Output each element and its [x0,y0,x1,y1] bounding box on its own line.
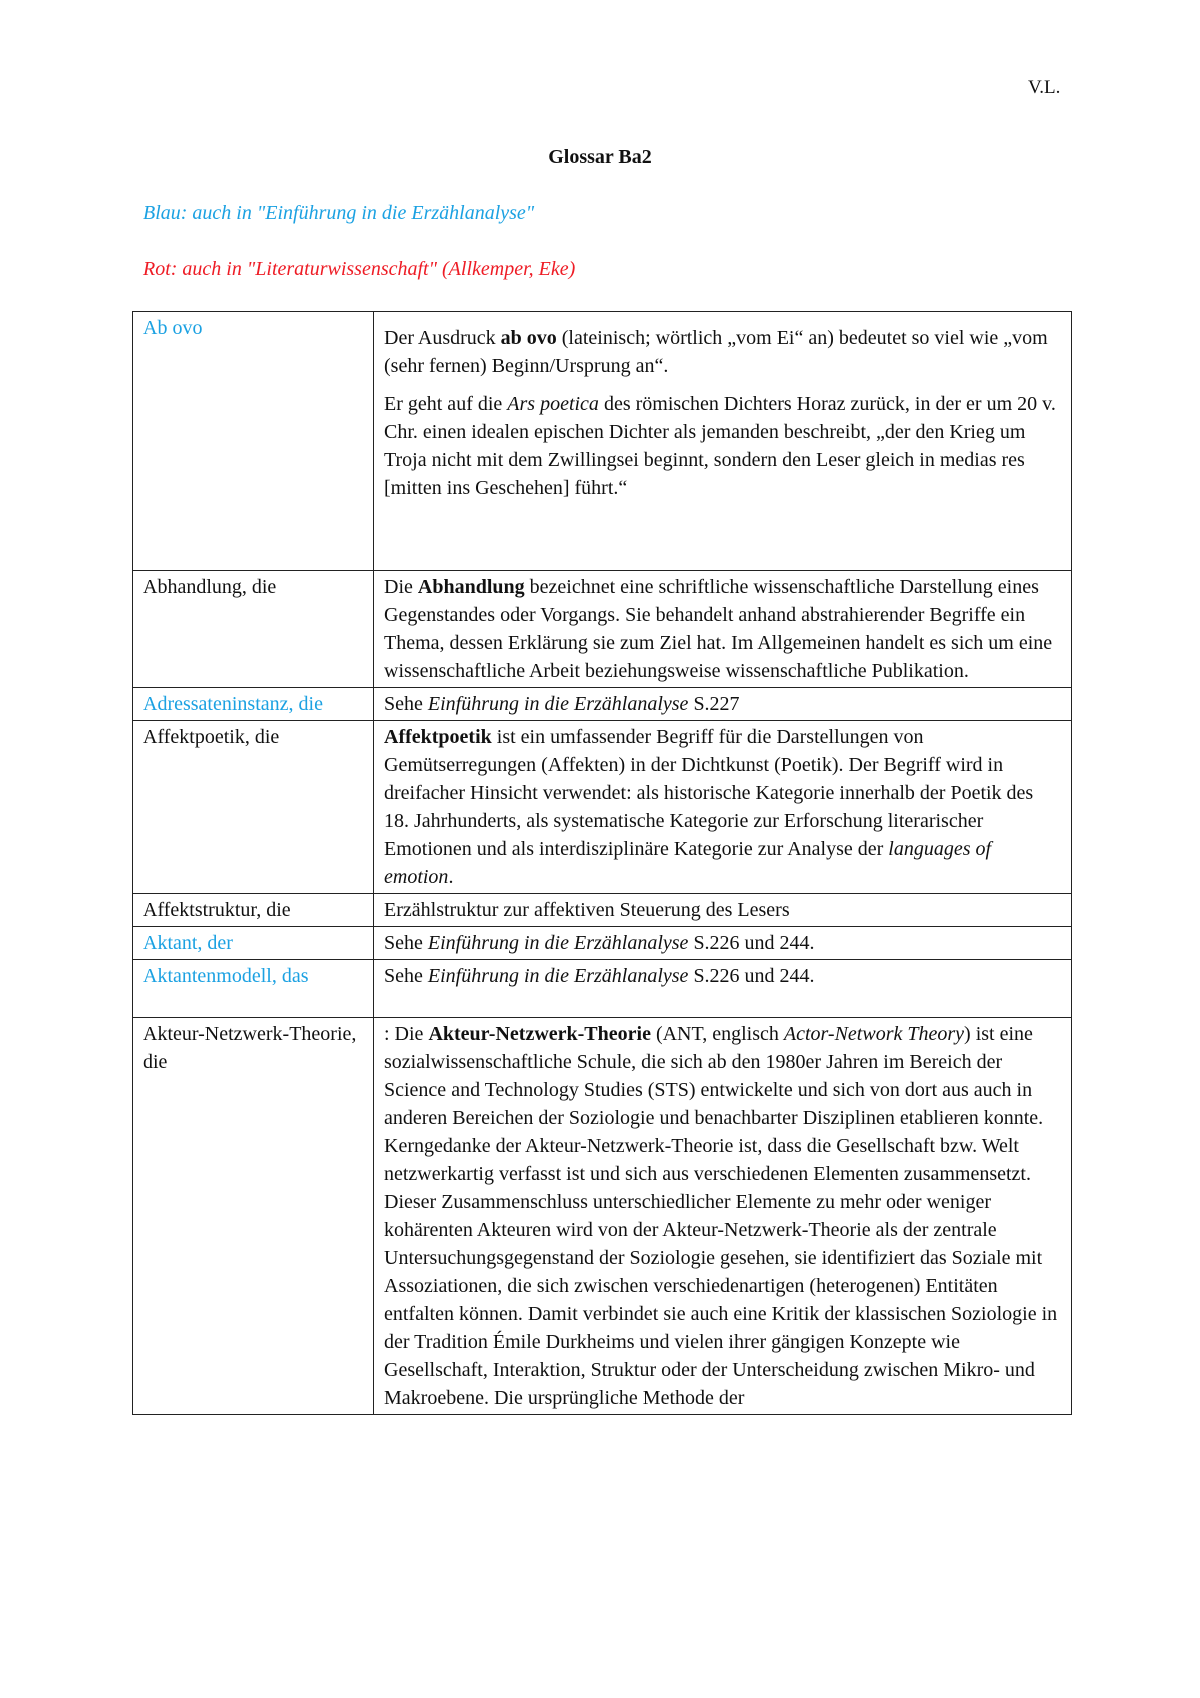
definition-cell: : Die Akteur-Netzwerk-Theorie (ANT, englisch Actor-Network Theory) ist eine sozialwissenschaftliche Schule, die sich ab den 1980er Jahren im Bereich der Science and Technology Studies (STS) entwickelte und sich von dort aus auch in anderen Bereichen der Soziologie und benachbarter Disziplinen etablieren konnte. Kerngedanke der Akteur-Netzwerk-Theorie ist, dass die Gesellschaft bzw. Welt netzwerkartig verfasst ist und sich aus verschiedenen Elementen zusammensetzt. Dieser Zusammenschluss unterschiedlicher Elemente zu mehr oder weniger kohärenten Akteuren wird von der Akteur-Netzwerk-Theorie als der zentrale Untersuchungsgegenstand der Soziologie gesehen, sie identifiziert das Soziale mit Assoziationen, die sich zwischen verschiedenartigen (heterogenen) Entitäten entfalten können. Damit verbindet sie auch eine Kritik der klassischen Soziologie in der Tradition Émile Durkheims und vielen ihrer gängigen Konzepte wie Gesellschaft, Interaktion, Struktur oder der Unterscheidung zwischen Mikro- und Makroebene. Die ursprüngliche Methode der [374,1018,1072,1415]
table-row [133,894,1072,927]
term-cell: Ab ovo [133,312,374,571]
term-cell: Abhandlung, die [133,571,374,688]
legend-blue: Blau: auch in "Einführung in die Erzählanalyse" [143,202,535,224]
definition-paragraph: Er geht auf die Ars poetica des römischen Dichters Horaz zurück, in der er um 20 v. Chr. einen idealen epischen Dichter als jemanden beschreibt, „der den Krieg um Troja nicht mit dem Zwillingsei beginnt, sondern den Leser gleich in medias res [mitten ins Geschehen] führt.“ [384,393,1056,499]
legend-red: Rot: auch in "Literaturwissenschaft" (Allkemper, Eke) [143,258,576,280]
definition-cell: Affektpoetik ist ein umfassender Begriff für die Darstellungen von Gemütserregungen (Affekten) in der Dichtkunst (Poetik). Der Begriff wird in dreifacher Hinsicht verwendet: als historische Kategorie innerhalb der Poetik des 18. Jahrhunderts, als systematische Kategorie zur Erforschung literarischer Emotionen und als interdisziplinäre Kategorie zur Analyse der languages of emotion. [374,721,1072,894]
document-title: Glossar Ba2 [548,146,652,168]
table-row [133,312,1072,571]
definition-cell: Die Abhandlung bezeichnet eine schriftliche wissenschaftliche Darstellung eines Gegenstandes oder Vorgangs. Sie behandelt anhand abstrahierender Begriffe ein Thema, dessen Erklärung sie zum Ziel hat. Im Allgemeinen handelt es sich um eine wissenschaftliche Arbeit beziehungsweise wissenschaftliche Publikation. [374,571,1072,688]
table-row [133,721,1072,894]
table-row [133,1018,1072,1415]
definition-cell: Sehe Einführung in die Erzählanalyse S.226 und 244. [374,927,1072,960]
term-cell: Akteur-Netzwerk-Theorie, die [133,1018,374,1415]
definition-cell: Sehe Einführung in die Erzählanalyse S.226 und 244. [374,960,1072,1018]
definition-cell [374,312,1072,571]
table-row [133,960,1072,1018]
term-cell: Aktantenmodell, das [133,960,374,1018]
definition-cell: Erzählstruktur zur affektiven Steuerung des Lesers [374,894,1072,927]
definition-cell: Sehe Einführung in die Erzählanalyse S.227 [374,688,1072,721]
author-initials: V.L. [1028,77,1061,98]
term-cell: Aktant, der [133,927,374,960]
term-cell: Adressateninstanz, die [133,688,374,721]
table-row [133,927,1072,960]
definition-paragraph: Der Ausdruck ab ovo (lateinisch; wörtlich „vom Ei“ an) bedeutet so viel wie „vom (sehr fernen) Beginn/Ursprung an“. [384,327,1048,377]
table-row [133,688,1072,721]
glossary-table [132,311,1072,1415]
term-cell: Affektpoetik, die [133,721,374,894]
table-row [133,571,1072,688]
term-cell: Affektstruktur, die [133,894,374,927]
